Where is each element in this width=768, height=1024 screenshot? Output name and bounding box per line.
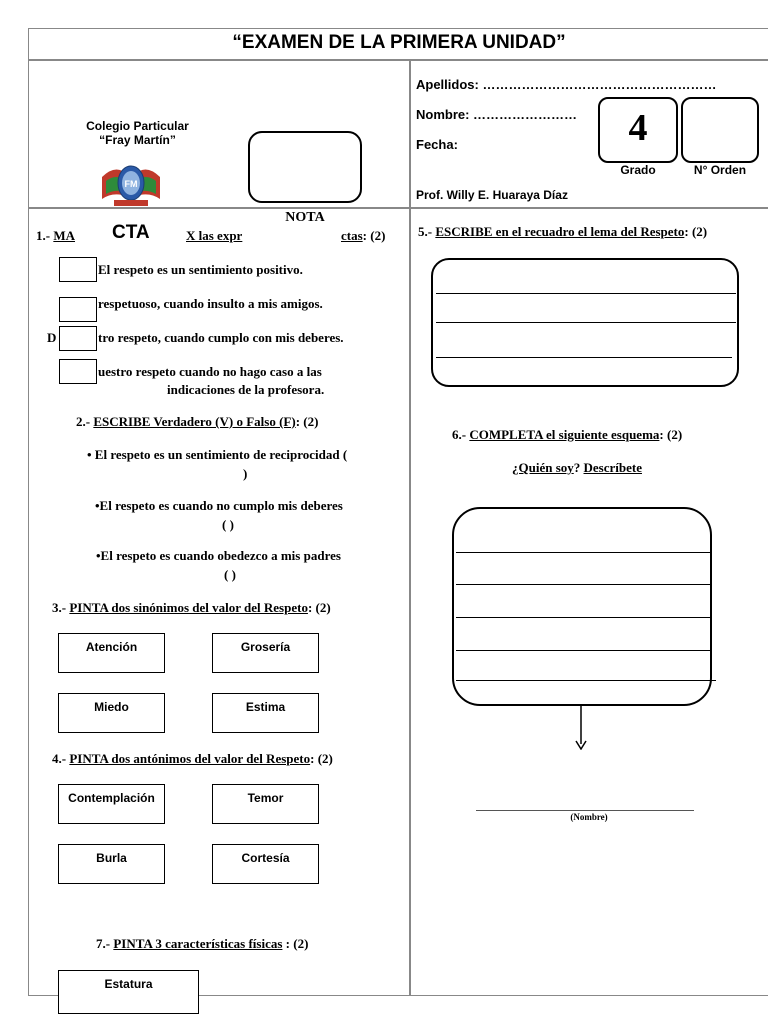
q1-checkbox-1[interactable] [59, 257, 97, 282]
q3-option-atencion[interactable]: Atención [58, 633, 165, 673]
q7-option-estatura[interactable]: Estatura [58, 970, 199, 1014]
q1-checkbox-3[interactable] [59, 326, 97, 351]
apellidos-field: Apellidos: ……………………………………………… [416, 77, 717, 92]
grade-label: Grado [620, 163, 656, 177]
q5-heading: 5.- ESCRIBE en el recuadro el lema del Respeto: (2) [418, 224, 708, 239]
q2-statement-3: •El respeto es cuando obedezco a mis padres [96, 548, 341, 563]
q2-heading: 2.- ESCRIBE Verdadero (V) o Falso (F): (2) [76, 414, 319, 429]
q3-heading: 3.- PINTA dos sinónimos del valor del Respeto: (2) [52, 600, 331, 615]
q3-option-miedo[interactable]: Miedo [58, 693, 165, 733]
q1-stray-letter: D [47, 330, 57, 345]
teacher-name: Prof. Willy E. Huaraya Díaz [416, 188, 568, 202]
q1-checkbox-2[interactable] [59, 297, 97, 322]
q1-statement-1: El respeto es un sentimiento positivo. [98, 262, 303, 277]
q6-description-box[interactable] [452, 507, 712, 706]
school-name-line1: Colegio Particular [86, 119, 189, 133]
q4-option-cortesia[interactable]: Cortesía [212, 844, 319, 884]
q1-statement-4: uestro respeto cuando no hago caso a las [98, 364, 322, 379]
q2-statement-2: •El respeto es cuando no cumplo mis deberes [95, 498, 343, 513]
nota-box [248, 131, 362, 203]
subject-label: CTA [112, 222, 150, 243]
q5-writing-line-2 [436, 322, 736, 323]
q6-writing-line-5 [456, 680, 716, 681]
order-label: N° Orden [693, 163, 747, 177]
q5-writing-line-1 [436, 293, 736, 294]
q1-heading-part3: ctas: (2) [341, 228, 386, 243]
q2-answer-2[interactable]: ( ) [222, 517, 234, 532]
school-crest-logo [100, 157, 162, 212]
q1-statement-4-cont: indicaciones de la profesora. [167, 382, 325, 397]
q6-arrow-down-icon [574, 704, 588, 750]
q2-answer-3[interactable]: ( ) [224, 567, 236, 582]
fecha-field: Fecha: [416, 137, 458, 152]
q2-answer-1[interactable]: ) [243, 466, 248, 481]
exam-title: “EXAMEN DE LA PRIMERA UNIDAD” [232, 32, 566, 53]
q3-option-estima[interactable]: Estima [212, 693, 319, 733]
school-name-line2: “Fray Martín” [99, 133, 176, 147]
q4-option-burla[interactable]: Burla [58, 844, 165, 884]
q6-writing-line-4 [456, 650, 710, 651]
svg-text:FM: FM [124, 179, 138, 189]
q2-statement-1: • El respeto es un sentimiento de reciprocidad ( [87, 447, 348, 462]
q3-option-groseria[interactable]: Grosería [212, 633, 319, 673]
nota-label: NOTA [285, 210, 325, 225]
q6-writing-line-2 [456, 584, 710, 585]
q7-heading: 7.- PINTA 3 características físicas : (2) [96, 936, 309, 951]
q1-heading-part2: X las expr [186, 228, 243, 243]
q6-writing-line-1 [456, 552, 710, 553]
q6-subtitle: ¿Quién soy? Descríbete [512, 460, 642, 475]
q1-heading: 1.- MA [36, 228, 76, 243]
q6-name-line[interactable] [476, 810, 694, 811]
q6-writing-line-3 [456, 617, 710, 618]
q1-checkbox-4[interactable] [59, 359, 97, 384]
grade-value: 4 [628, 107, 648, 149]
q6-name-label: (Nombre) [570, 812, 608, 822]
q4-heading: 4.- PINTA dos antónimos del valor del Respeto: (2) [52, 751, 333, 766]
order-box [681, 97, 759, 163]
q4-option-contemplacion[interactable]: Contemplación [58, 784, 165, 824]
q5-writing-line-3 [436, 357, 732, 358]
q6-heading: 6.- COMPLETA el siguiente esquema: (2) [452, 427, 683, 442]
q4-option-temor[interactable]: Temor [212, 784, 319, 824]
nombre-field: Nombre: …………………… [416, 107, 578, 122]
q1-statement-3: tro respeto, cuando cumplo con mis deberes. [98, 330, 344, 345]
q1-statement-2: respetuoso, cuando insulto a mis amigos. [98, 296, 323, 311]
